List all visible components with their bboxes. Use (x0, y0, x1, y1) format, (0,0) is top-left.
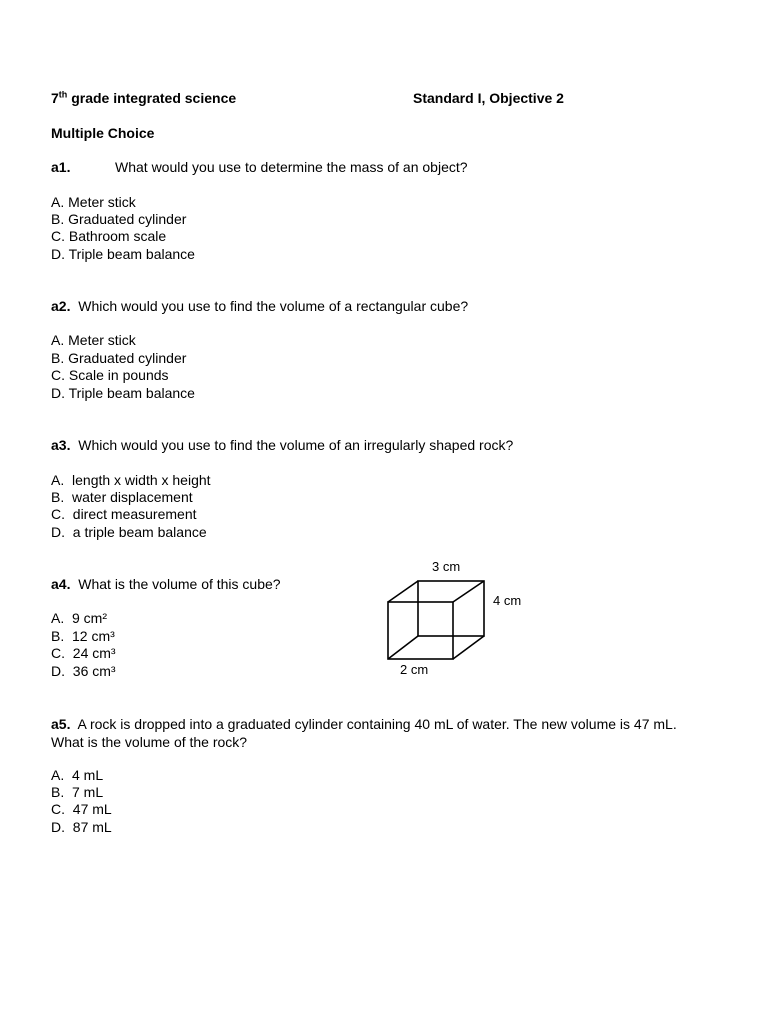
option: C. 24 cm³ (51, 645, 116, 661)
grade-number: 7 (51, 90, 59, 106)
question-text: What would you use to determine the mass of an object? (115, 159, 468, 175)
option: B. 12 cm³ (51, 628, 115, 644)
option: C. Scale in pounds (51, 367, 169, 383)
option: A. length x width x height (51, 472, 211, 488)
question-a2 (51, 298, 468, 314)
question-number: a4. (51, 576, 71, 592)
cube-diagram (380, 575, 490, 665)
cube-edge (388, 636, 418, 659)
option: B. Graduated cylinder (51, 211, 187, 227)
option: D. 36 cm³ (51, 663, 116, 679)
question-a1 (51, 159, 70, 175)
question-text: Which would you use to find the volume of a rectangular cube? (78, 298, 469, 314)
question-a5 (51, 715, 711, 751)
option: A. 9 cm² (51, 610, 108, 626)
option: D. a triple beam balance (51, 524, 207, 540)
question-text: A rock is dropped into a graduated cylinder containing 40 mL of water. The new volume is 47 mL. What is the volume of the rock? (51, 716, 677, 750)
cube-back-face (418, 581, 484, 636)
question-a3 (51, 437, 513, 453)
cube-right-label: 4 cm (493, 593, 522, 608)
question-number: a1. (51, 159, 71, 175)
grade-suffix: th (58, 89, 68, 100)
question-number: a3. (51, 437, 71, 453)
cube-edge (388, 581, 418, 602)
question-text: Which would you use to find the volume of an irregularly shaped rock? (78, 437, 514, 453)
option: B. water displacement (51, 489, 193, 505)
question-number: a2. (51, 298, 71, 314)
cube-top-label: 3 cm (432, 559, 461, 574)
cube-bottom-label: 2 cm (400, 662, 429, 677)
question-text: What is the volume of this cube? (78, 576, 281, 592)
question-a4 (51, 576, 281, 592)
cube-edge (453, 581, 484, 602)
section-title: Multiple Choice (51, 125, 155, 141)
cube-edge (453, 636, 484, 659)
course-name: grade integrated science (71, 90, 237, 106)
option: C. Bathroom scale (51, 228, 167, 244)
option: C. direct measurement (51, 506, 197, 522)
option: A. Meter stick (51, 332, 136, 348)
option: A. Meter stick (51, 194, 136, 210)
option: D. Triple beam balance (51, 246, 195, 262)
question-number: a5. (51, 716, 71, 732)
option: C. 47 mL (51, 801, 112, 817)
cube-front-face (388, 602, 453, 659)
option: B. 7 mL (51, 784, 104, 800)
option: D. Triple beam balance (51, 385, 195, 401)
standard-objective: Standard I, Objective 2 (413, 90, 564, 106)
option: A. 4 mL (51, 767, 104, 783)
option: D. 87 mL (51, 819, 112, 835)
option: B. Graduated cylinder (51, 350, 187, 366)
course-title (51, 90, 236, 106)
